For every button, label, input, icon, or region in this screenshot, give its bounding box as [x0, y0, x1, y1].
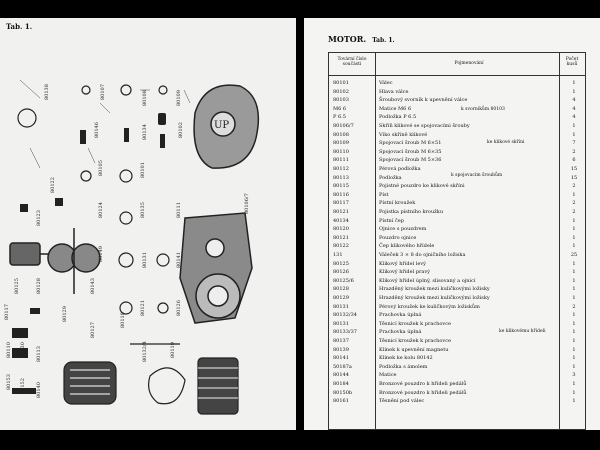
part-number-cell: 80150b: [333, 389, 353, 396]
table-row: [329, 380, 585, 388]
part-label: 80143: [90, 278, 96, 294]
part-label: 80117: [4, 304, 10, 320]
part-number-cell: 80122: [333, 243, 349, 250]
header-quantity: Počet kusů: [565, 57, 579, 67]
quantity-cell: 1: [572, 123, 576, 129]
part-label: 80109: [176, 90, 182, 106]
quantity-cell: 1: [572, 398, 576, 405]
part-name-cell: Těsnicí kroužek k prachovce: [379, 338, 451, 344]
part-label: 80101: [140, 162, 146, 178]
part-number-cell: 80112: [333, 166, 349, 172]
part-label: 80118: [120, 312, 126, 328]
part-name-cell: Pojistka pístního kroužku: [379, 209, 444, 215]
svg-text:UP: UP: [214, 120, 230, 131]
table-row: [329, 113, 585, 121]
part-label: 80134: [142, 124, 148, 140]
table-row: [329, 131, 585, 139]
tab-label: Tab. 1.: [6, 22, 33, 31]
part-name-cell: Hrazděný kroužek mezi kuličkovými ložisky: [379, 295, 490, 301]
part-name-cell: Bronzové pouzdro k hřídeli pedálů: [379, 389, 467, 396]
part-number-cell: 80121: [333, 209, 349, 215]
quantity-cell: 1: [572, 338, 576, 344]
part-number-cell: 80125: [333, 260, 349, 267]
table-row: [329, 328, 585, 336]
header-name: Pojmenování: [454, 61, 484, 66]
quantity-cell: 2: [572, 200, 576, 207]
part-label: 80106/7: [244, 193, 250, 214]
part-name-cell: Těsnění pod válec: [379, 398, 425, 405]
part-name-cell: Váleček 3 × 8 do ojničního ložiska: [379, 252, 466, 258]
part-number-cell: 80113: [333, 174, 349, 181]
part-number-cell: 80111: [333, 157, 349, 164]
quantity-cell: 1: [572, 131, 576, 138]
part-name-cell: Matice M6 6: [379, 105, 412, 112]
part-label: 80102: [178, 122, 184, 138]
part-number-cell: 80141: [333, 355, 349, 362]
part-number-cell: 131: [333, 252, 343, 258]
part-number-cell: 80115: [333, 183, 349, 190]
part-number-cell: 80126: [333, 269, 349, 276]
part-label: 80135: [140, 202, 146, 218]
table-row: [329, 148, 585, 156]
part-number-cell: 80129: [333, 295, 349, 301]
part-name-cell: Hlava válce: [379, 88, 409, 95]
part-label: 80122: [50, 177, 56, 193]
part-number-cell: M6 6: [333, 105, 347, 112]
part-name-cell: Hrazděný kroužek mezi kuličkovými ložisky: [379, 286, 490, 293]
table-row: [329, 165, 585, 173]
part-label: 80131: [142, 252, 148, 268]
quantity-cell: 1: [572, 226, 576, 233]
part-number-cell: 80121: [333, 234, 349, 241]
quantity-cell: 2: [572, 303, 576, 310]
table-row: [329, 251, 585, 259]
quantity-cell: 15: [570, 174, 578, 181]
quantity-cell: 1: [572, 80, 576, 86]
part-label: 80132/4: [142, 341, 148, 362]
part-name-cell: Pérový kroužek ke kuličkovým ložiskům: [379, 303, 480, 310]
table-row: [329, 182, 585, 190]
part-number-cell: 80120: [333, 226, 349, 233]
part-number-cell: 80132/34: [333, 312, 357, 319]
parts-list-page: [304, 18, 600, 430]
part-name-cell: Skříň klikové se spojovacími šrouby: [379, 123, 470, 129]
part-label: 80140: [36, 382, 42, 398]
quantity-cell: 4: [572, 97, 576, 104]
table-row: [329, 217, 585, 225]
part-label: 80149: [98, 246, 104, 262]
part-label: 80127: [90, 322, 96, 338]
tab-number: Tab. 1.: [372, 37, 395, 44]
part-name-cell: Klínek k upevnění magnetu: [379, 346, 449, 353]
quantity-cell: 7: [572, 140, 576, 147]
part-label: 80121: [140, 300, 146, 316]
part-label: 80119: [170, 342, 176, 358]
quantity-cell: 1: [572, 243, 576, 250]
quantity-cell: 1: [572, 329, 576, 336]
quantity-cell: 1: [572, 269, 576, 276]
quantity-cell: 3: [572, 372, 576, 379]
part-number-cell: 80125/6: [333, 277, 354, 284]
page-title: [328, 34, 395, 44]
part-label: 80146: [94, 122, 100, 138]
quantity-cell: 4: [572, 114, 576, 121]
quantity-cell: 1: [572, 312, 576, 319]
part-number-cell: 80128: [333, 286, 349, 293]
quantity-cell: 1: [572, 260, 576, 267]
part-number-cell: 80103: [333, 97, 349, 104]
part-number-cell: 80161: [333, 398, 349, 405]
part-name-cell: Klikový hřídel pravý: [379, 269, 430, 276]
table-row: [329, 303, 585, 311]
table-row: [329, 363, 585, 371]
quantity-cell: 1: [572, 346, 576, 353]
quantity-cell: 1: [572, 217, 576, 224]
part-number-cell: 40134: [333, 217, 349, 224]
part-label: 80111: [176, 202, 182, 218]
part-number-cell: 80184: [333, 381, 349, 387]
table-row: [329, 268, 585, 276]
table-row: [329, 354, 585, 362]
table-row: [329, 277, 585, 285]
part-label: 80130: [20, 342, 26, 358]
table-row: [329, 260, 585, 268]
table-row: [329, 346, 585, 354]
quantity-cell: 1: [572, 88, 576, 95]
exploded-parts-drawing: [0, 18, 296, 430]
quantity-cell: 25: [570, 252, 578, 258]
quantity-cell: 1: [572, 363, 576, 370]
part-label: 80128: [36, 278, 42, 294]
part-name-cell: Pístní čep: [379, 217, 404, 224]
part-label: 80123: [36, 210, 42, 226]
brace-note: ke klikové skříni: [487, 140, 525, 145]
brace-note: k spojovacím šroubům: [451, 173, 503, 178]
part-name-cell: Šroubový svorník k upevnění válce: [379, 97, 468, 104]
quantity-cell: 1: [572, 295, 576, 301]
quantity-cell: 1: [572, 234, 576, 241]
table-row: [329, 139, 585, 147]
part-number-cell: 80144: [333, 372, 349, 379]
table-row: [329, 191, 585, 199]
part-number-cell: 80110: [333, 148, 349, 155]
table-row: [329, 105, 585, 113]
part-number-cell: 80133/37: [333, 329, 357, 336]
quantity-cell: 2: [572, 183, 576, 190]
part-name-cell: Spojovací šroub M 5×36: [379, 157, 442, 164]
table-row: [329, 199, 585, 207]
quantity-cell: 1: [572, 286, 576, 293]
part-name-cell: Prachovka úplná: [379, 329, 422, 336]
part-name-cell: Klikový hřídel levý: [379, 260, 426, 267]
part-number-cell: 80106/7: [333, 123, 354, 129]
table-row: [329, 337, 585, 345]
title-text: MOTOR.: [328, 34, 367, 44]
quantity-cell: 1: [572, 381, 576, 387]
part-number-cell: 80116: [333, 191, 349, 198]
part-name-cell: Pérová podložka: [379, 166, 421, 172]
part-name-cell: Těsnicí kroužek k prachovce: [379, 320, 451, 327]
part-name-cell: Ojnice s pouzdrem: [379, 226, 427, 233]
brace-note: k svorníkům 80103: [461, 107, 505, 112]
part-number-cell: 80131: [333, 320, 349, 327]
parts-diagram-page: [0, 18, 296, 430]
part-name-cell: Prachovka úplná: [379, 312, 422, 319]
quantity-cell: 1: [572, 355, 576, 362]
part-name-cell: Podložka: [379, 174, 402, 181]
part-label: 80129: [62, 306, 68, 322]
part-name-cell: Podložka P 6.5: [379, 114, 417, 121]
quantity-cell: 6: [572, 157, 576, 164]
part-label: 80105: [98, 160, 104, 176]
part-label: 80138: [44, 84, 50, 100]
part-name-cell: Pístní kroužek: [379, 200, 416, 207]
part-name-cell: Čep klikového hřídele: [379, 243, 435, 250]
part-name-cell: Matice: [379, 372, 397, 379]
part-number-cell: 80131: [333, 303, 349, 310]
table-row: [329, 79, 585, 87]
quantity-cell: 1: [572, 389, 576, 396]
table-row: [329, 294, 585, 302]
part-name-cell: Válec: [379, 80, 393, 86]
parts-table: [328, 52, 586, 430]
quantity-cell: 2: [572, 148, 576, 155]
table-row: [329, 397, 585, 405]
table-row: [329, 88, 585, 96]
table-row: [329, 156, 585, 164]
part-name-cell: Klínek ke kolu 80142: [379, 355, 433, 362]
part-name-cell: Spojovací šroub M 6×51: [379, 140, 442, 147]
part-name-cell: Spojovací šroub M 6×35: [379, 148, 442, 155]
part-number-cell: 80109: [333, 140, 349, 147]
part-number-cell: 80139: [333, 346, 349, 353]
part-label: 80141: [176, 252, 182, 268]
table-row: [329, 225, 585, 233]
quantity-cell: 1: [572, 320, 576, 327]
table-row: [329, 242, 585, 250]
part-label: 80110: [6, 342, 12, 358]
table-row: [329, 208, 585, 216]
part-label: 80153: [6, 374, 12, 390]
part-number-cell: 80108: [333, 131, 349, 138]
part-label: 80124: [98, 202, 104, 218]
part-name-cell: Pouzdro ojnice: [379, 234, 417, 241]
quantity-cell: 1: [572, 191, 576, 198]
part-number-cell: P 6.5: [333, 114, 346, 121]
brace-note: ke klikovému hřídeli: [499, 329, 546, 334]
table-row: [329, 320, 585, 328]
part-name-cell: Klikový hřídel úplný, slisovaný a ojnicí: [379, 277, 476, 284]
quantity-cell: 4: [572, 105, 576, 112]
table-row: [329, 311, 585, 319]
part-name-cell: Pojistné pouzdro ke klikové skříni: [379, 183, 465, 190]
part-label: 80113: [36, 346, 42, 362]
part-name-cell: Bronzové pouzdro k hřídeli pedálů: [379, 381, 467, 387]
part-label: 80107: [100, 84, 106, 100]
part-number-cell: 80101: [333, 80, 349, 86]
quantity-cell: 1: [572, 277, 576, 284]
table-row: [329, 389, 585, 397]
part-name-cell: Podložka s ámolem: [379, 363, 428, 370]
part-number-cell: 80117: [333, 200, 349, 207]
table-row: [329, 122, 585, 130]
part-label: 80152: [20, 378, 26, 394]
table-row: [329, 371, 585, 379]
table-row: [329, 234, 585, 242]
quantity-cell: 2: [572, 209, 576, 215]
table-row: [329, 285, 585, 293]
quantity-cell: 15: [570, 166, 578, 172]
part-number-cell: 80102: [333, 88, 349, 95]
part-number-cell: 50187a: [333, 363, 352, 370]
part-label: 80126: [176, 300, 182, 316]
part-number-cell: 80137: [333, 338, 349, 344]
header-part-number: Tovární číslo součásti: [337, 57, 367, 67]
part-label: 80125: [14, 278, 20, 294]
part-name-cell: Píst: [379, 191, 389, 198]
table-row: [329, 96, 585, 104]
table-header: [329, 53, 585, 76]
part-name-cell: Víko skříně klikové: [379, 131, 428, 138]
part-label: 80108: [142, 90, 148, 106]
